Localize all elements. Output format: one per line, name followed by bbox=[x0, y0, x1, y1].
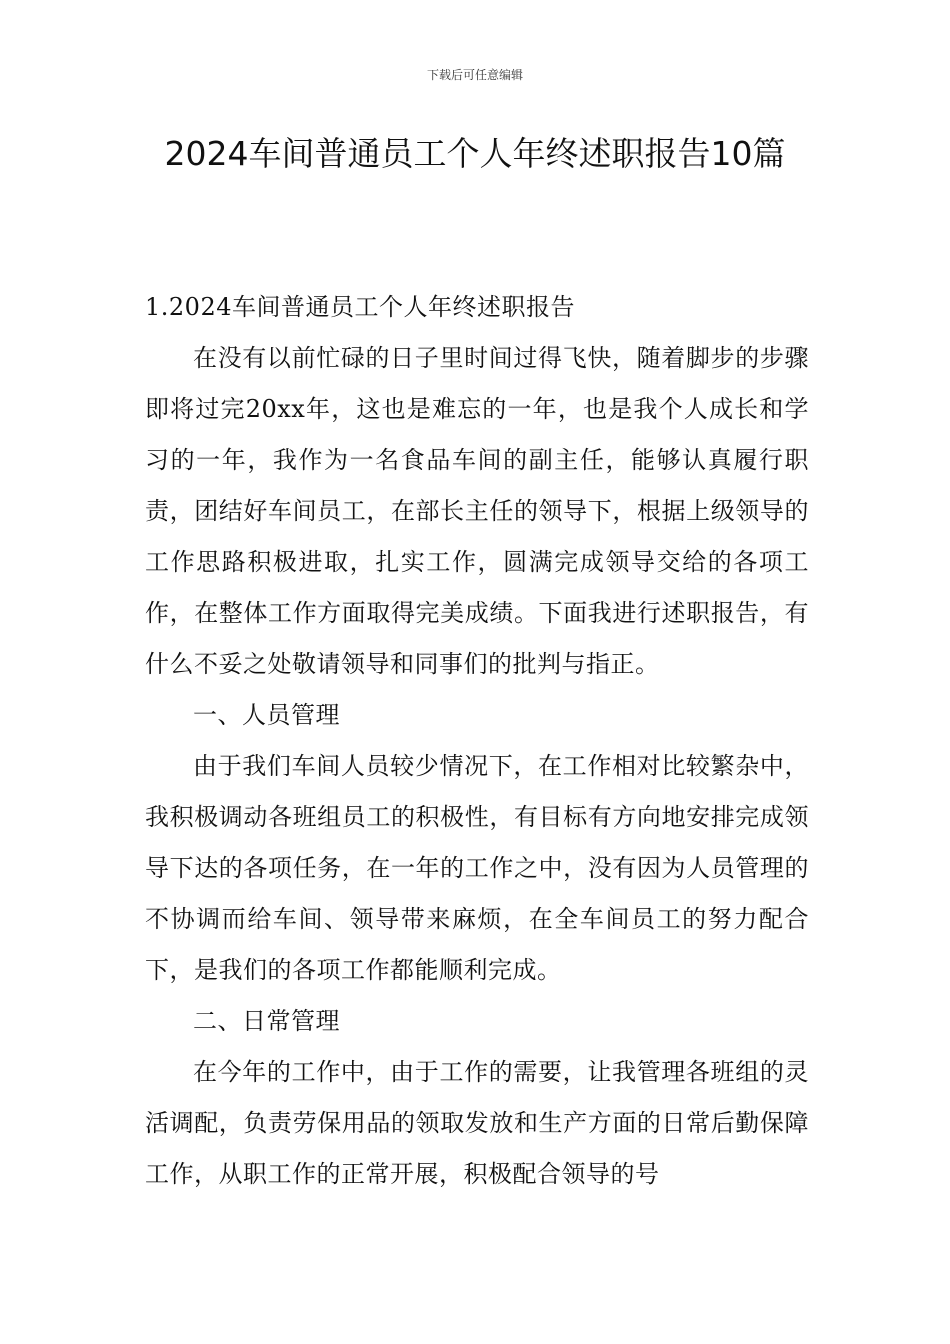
subheading-daily-management: 二、日常管理 bbox=[193, 1007, 340, 1035]
paragraph-daily-management: 在今年的工作中，由于工作的需要，让我管理各班组的灵活调配，负责劳保用品的领取发放和生产方面的日常后勤保障工作，从职工作的正常开展，积极配合领导的号 bbox=[145, 1058, 809, 1188]
document-body bbox=[145, 282, 809, 1200]
document-header-note: 下载后可任意编辑 bbox=[426, 68, 523, 82]
paragraph-personnel-management: 由于我们车间人员较少情况下，在工作相对比较繁杂中，我积极调动各班组员工的积极性，有目标有方向地安排完成领导下达的各项任务，在一年的工作之中，没有因为人员管理的不协调而给车间、领导带来麻烦，在全车间员工的努力配合下，是我们的各项工作都能顺利完成。 bbox=[145, 752, 809, 984]
document-title: 2024车间普通员工个人年终述职报告10篇 bbox=[164, 134, 786, 173]
subheading-personnel-management: 一、人员管理 bbox=[193, 701, 340, 729]
section-heading: 1.2024车间普通员工个人年终述职报告 bbox=[145, 293, 575, 321]
paragraph-intro: 在没有以前忙碌的日子里时间过得飞快，随着脚步的步骤即将过完20xx年，这也是难忘的一年，也是我个人成长和学习的一年，我作为一名食品车间的副主任，能够认真履行职责，团结好车间员工，在部长主任的领导下，根据上级领导的工作思路积极进取，扎实工作，圆满完成领导交给的各项工作，在整体工作方面取得完美成绩。下面我进行述职报告，有什么不妥之处敬请领导和同事们的批判与指正。 bbox=[145, 344, 809, 678]
